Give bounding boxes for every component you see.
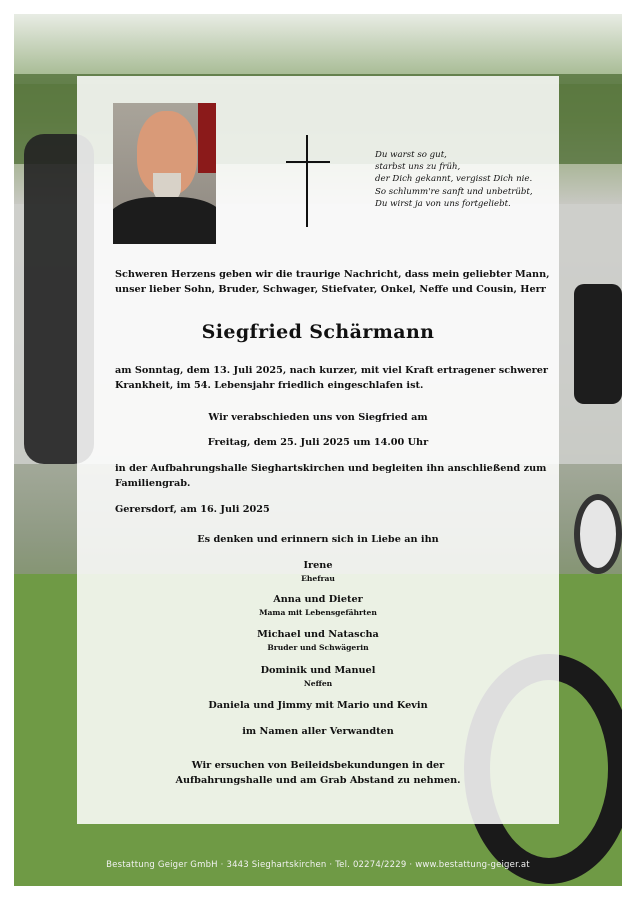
relatives-text: im Namen aller Verwandten xyxy=(242,726,394,737)
request-line: Aufbahrungshalle und am Grab Abstand zu nehmen. xyxy=(175,775,461,786)
other-mourners: Daniela und Jimmy mit Mario und Kevin xyxy=(208,700,428,711)
place-line: Familiengrab. xyxy=(115,478,191,489)
mourner-role: Mama mit Lebensgefährten xyxy=(259,608,377,617)
poem xyxy=(375,149,545,210)
portrait-photo xyxy=(113,103,216,244)
intro-line: unser lieber Sohn, Bruder, Schwager, Stiefvater, Onkel, Neffe und Cousin, Herr xyxy=(115,284,546,295)
intro-line: Schweren Herzens geben wir die traurige Nachricht, dass mein geliebter Mann, xyxy=(115,269,550,280)
mourner-role: Bruder und Schwägerin xyxy=(267,643,369,652)
death-line: Krankheit, im 54. Lebensjahr friedlich eingeschlafen ist. xyxy=(115,380,424,391)
poem-line: So schlumm're sanft und unbetrübt, xyxy=(375,186,533,197)
poem-line: Du warst so gut, xyxy=(375,150,447,160)
funeral-home-footer: Bestattung Geiger GmbH · 3443 Sieghartskirchen · Tel. 02274/2229 · www.bestattung-geiger.at xyxy=(106,860,530,870)
remember-text: Es denken und erinnern sich in Liebe an ihn xyxy=(197,534,439,545)
death-line: am Sonntag, dem 13. Juli 2025, nach kurzer, mit viel Kraft ertragener schwerer xyxy=(115,365,549,376)
request-line: Wir ersuchen von Beileidsbekundungen in der xyxy=(191,760,445,771)
mourner-role: Neffen xyxy=(303,679,333,688)
mourner-name: Anna und Dieter xyxy=(273,594,363,605)
mourner-role: Ehefrau xyxy=(301,574,335,583)
cross-icon xyxy=(286,135,330,227)
mourner-name: Michael und Natascha xyxy=(257,629,379,640)
poem-line: Du wirst ja von uns fortgeliebt. xyxy=(375,198,511,209)
poem-line: der Dich gekannt, vergisst Dich nie. xyxy=(375,174,533,185)
location-date: Gerersdorf, am 16. Juli 2025 xyxy=(115,504,270,515)
mourner-name: Dominik und Manuel xyxy=(260,665,376,676)
place-line: in der Aufbahrungshalle Sieghartskirchen und begleiten ihn anschließend zum xyxy=(115,463,547,474)
funeral-date: Freitag, dem 25. Juli 2025 um 14.00 Uhr xyxy=(207,437,429,448)
poem-line: starbst uns zu früh, xyxy=(375,162,461,173)
portrait-shirt xyxy=(113,197,216,244)
farewell-text: Wir verabschieden uns von Siegfried am xyxy=(208,412,428,423)
deceased-name: Siegfried Schärmann xyxy=(201,321,435,343)
motorcycle-headlight xyxy=(574,494,622,574)
mourner-name: Irene xyxy=(303,560,333,571)
motorcycle-saddlebag xyxy=(574,284,622,404)
